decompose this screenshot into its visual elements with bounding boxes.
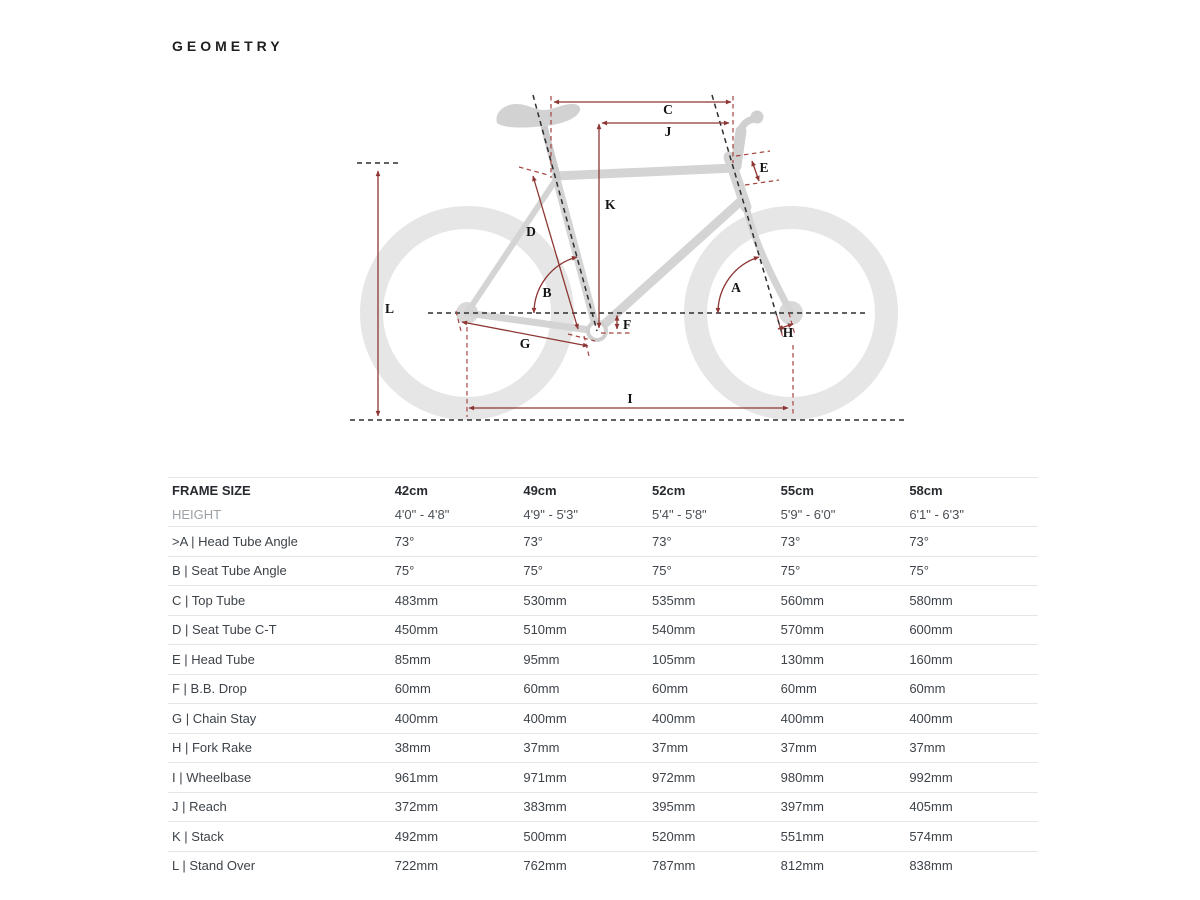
spec-value: 60mm xyxy=(394,681,431,697)
dimension-lines xyxy=(378,102,793,416)
table-row xyxy=(168,762,1038,792)
table-row xyxy=(168,644,1038,674)
dim-e-head-tube xyxy=(752,161,759,181)
geometry-table xyxy=(168,477,1038,880)
spec-value: 762mm xyxy=(523,858,567,874)
size-column-header: 58cm xyxy=(909,482,943,498)
spec-value: 540mm xyxy=(652,622,696,638)
spec-value: 722mm xyxy=(394,858,439,874)
spec-label: HEIGHT xyxy=(172,506,222,522)
e-bottom-tick xyxy=(745,180,779,185)
spec-value: 73° xyxy=(652,533,672,549)
spec-value: 812mm xyxy=(780,858,825,874)
spec-value: 75° xyxy=(780,563,801,579)
spec-value: 500mm xyxy=(523,828,567,844)
dimension-label-e: E xyxy=(759,160,769,175)
spec-value: 838mm xyxy=(909,858,953,874)
table-header-row xyxy=(168,478,1038,502)
bike-silhouette xyxy=(372,104,887,409)
spec-value: 520mm xyxy=(652,828,696,844)
spec-value: 4'0" - 4'8" xyxy=(394,506,450,522)
spec-value: 400mm xyxy=(652,710,696,726)
spec-value: 450mm xyxy=(394,622,439,638)
spec-label: B | Seat Tube Angle xyxy=(172,563,287,579)
spec-value: 37mm xyxy=(780,740,817,756)
spec-value: 372mm xyxy=(394,799,439,815)
spec-label: G | Chain Stay xyxy=(172,710,257,726)
table-row xyxy=(168,556,1038,586)
dimension-label-b: B xyxy=(542,285,552,300)
spec-value: 971mm xyxy=(523,769,567,785)
dimension-label-k: K xyxy=(605,197,616,212)
table-row xyxy=(168,615,1038,645)
dimension-label-g: G xyxy=(519,336,531,351)
spec-value: 400mm xyxy=(523,710,567,726)
size-column-header: 52cm xyxy=(652,482,686,498)
dimension-label-f: F xyxy=(623,317,632,332)
spec-value: 530mm xyxy=(523,592,567,608)
spec-value: 397mm xyxy=(780,799,825,815)
spec-value: 105mm xyxy=(652,651,696,667)
dimension-label-h: H xyxy=(782,325,794,340)
frame-size-header: FRAME SIZE xyxy=(172,482,251,498)
spec-value: 130mm xyxy=(780,651,825,667)
size-column-header: 49cm xyxy=(523,482,557,498)
reference-axes xyxy=(350,95,908,420)
spec-label: E | Head Tube xyxy=(172,651,255,667)
spec-value: 75° xyxy=(909,563,929,579)
spec-value: 992mm xyxy=(909,769,953,785)
spec-value: 510mm xyxy=(523,622,567,638)
spec-value: 60mm xyxy=(523,681,560,697)
table-row xyxy=(168,585,1038,615)
spec-label: K | Stack xyxy=(172,828,224,844)
spec-label: F | B.B. Drop xyxy=(172,681,247,697)
spec-value: 400mm xyxy=(780,710,825,726)
spec-value: 37mm xyxy=(652,740,689,756)
dimension-label-a: A xyxy=(731,280,741,295)
spec-value: 483mm xyxy=(394,592,439,608)
spec-value: 560mm xyxy=(780,592,825,608)
spec-label: L | Stand Over xyxy=(172,858,256,874)
spec-label: H | Fork Rake xyxy=(172,740,252,756)
dimension-label-c: C xyxy=(663,102,673,117)
height-row xyxy=(168,502,1038,526)
spec-value: 383mm xyxy=(523,799,567,815)
spec-value: 972mm xyxy=(652,769,696,785)
spec-value: 580mm xyxy=(909,592,953,608)
dimension-label-l: L xyxy=(385,301,395,316)
spec-label: C | Top Tube xyxy=(172,592,246,608)
spec-value: 980mm xyxy=(780,769,825,785)
spec-value: 5'4" - 5'8" xyxy=(652,506,707,522)
spec-value: 60mm xyxy=(652,681,689,697)
top-tube xyxy=(556,168,734,176)
spec-value: 551mm xyxy=(780,828,825,844)
table-row xyxy=(168,851,1038,881)
spec-label: D | Seat Tube C-T xyxy=(172,622,277,638)
spec-value: 787mm xyxy=(652,858,696,874)
spec-value: 73° xyxy=(909,533,929,549)
spec-value: 73° xyxy=(780,533,801,549)
table-row xyxy=(168,792,1038,822)
table-row xyxy=(168,821,1038,851)
size-column-header: 55cm xyxy=(780,482,814,498)
handlebar-knob xyxy=(751,111,764,124)
page-title: GEOMETRY xyxy=(172,38,284,54)
table-row xyxy=(168,733,1038,763)
spec-value: 395mm xyxy=(652,799,696,815)
spec-value: 535mm xyxy=(652,592,696,608)
spec-value: 574mm xyxy=(909,828,953,844)
spec-value: 600mm xyxy=(909,622,953,638)
dimension-label-j: J xyxy=(664,124,672,139)
size-column-header: 42cm xyxy=(394,482,428,498)
spec-value: 60mm xyxy=(909,681,946,697)
spec-value: 75° xyxy=(394,563,415,579)
spec-value: 75° xyxy=(523,563,544,579)
spec-value: 6'1" - 6'3" xyxy=(909,506,964,522)
spec-value: 37mm xyxy=(909,740,946,756)
spec-value: 73° xyxy=(394,533,415,549)
spec-value: 405mm xyxy=(909,799,953,815)
spec-value: 60mm xyxy=(780,681,817,697)
spec-value: 400mm xyxy=(909,710,953,726)
spec-value: 73° xyxy=(523,533,544,549)
spec-value: 4'9" - 5'3" xyxy=(523,506,579,522)
spec-value: 160mm xyxy=(909,651,953,667)
spec-value: 37mm xyxy=(523,740,560,756)
dimension-label-i: I xyxy=(627,391,633,406)
spec-value: 85mm xyxy=(394,651,431,667)
spec-value: 492mm xyxy=(394,828,439,844)
table-row xyxy=(168,674,1038,704)
d-top-tick xyxy=(519,167,548,175)
table-row xyxy=(168,526,1038,556)
spec-value: 38mm xyxy=(394,740,431,756)
handlebar xyxy=(739,119,754,134)
spec-value: 95mm xyxy=(523,651,560,667)
dimension-label-d: D xyxy=(526,224,536,239)
spec-value: 400mm xyxy=(394,710,439,726)
spec-label: >A | Head Tube Angle xyxy=(172,533,298,549)
spec-value: 75° xyxy=(652,563,672,579)
spec-value: 961mm xyxy=(394,769,439,785)
table-row xyxy=(168,703,1038,733)
spec-label: J | Reach xyxy=(172,799,227,815)
spec-value: 5'9" - 6'0" xyxy=(780,506,836,522)
spec-label: I | Wheelbase xyxy=(172,769,252,785)
spec-value: 570mm xyxy=(780,622,825,638)
